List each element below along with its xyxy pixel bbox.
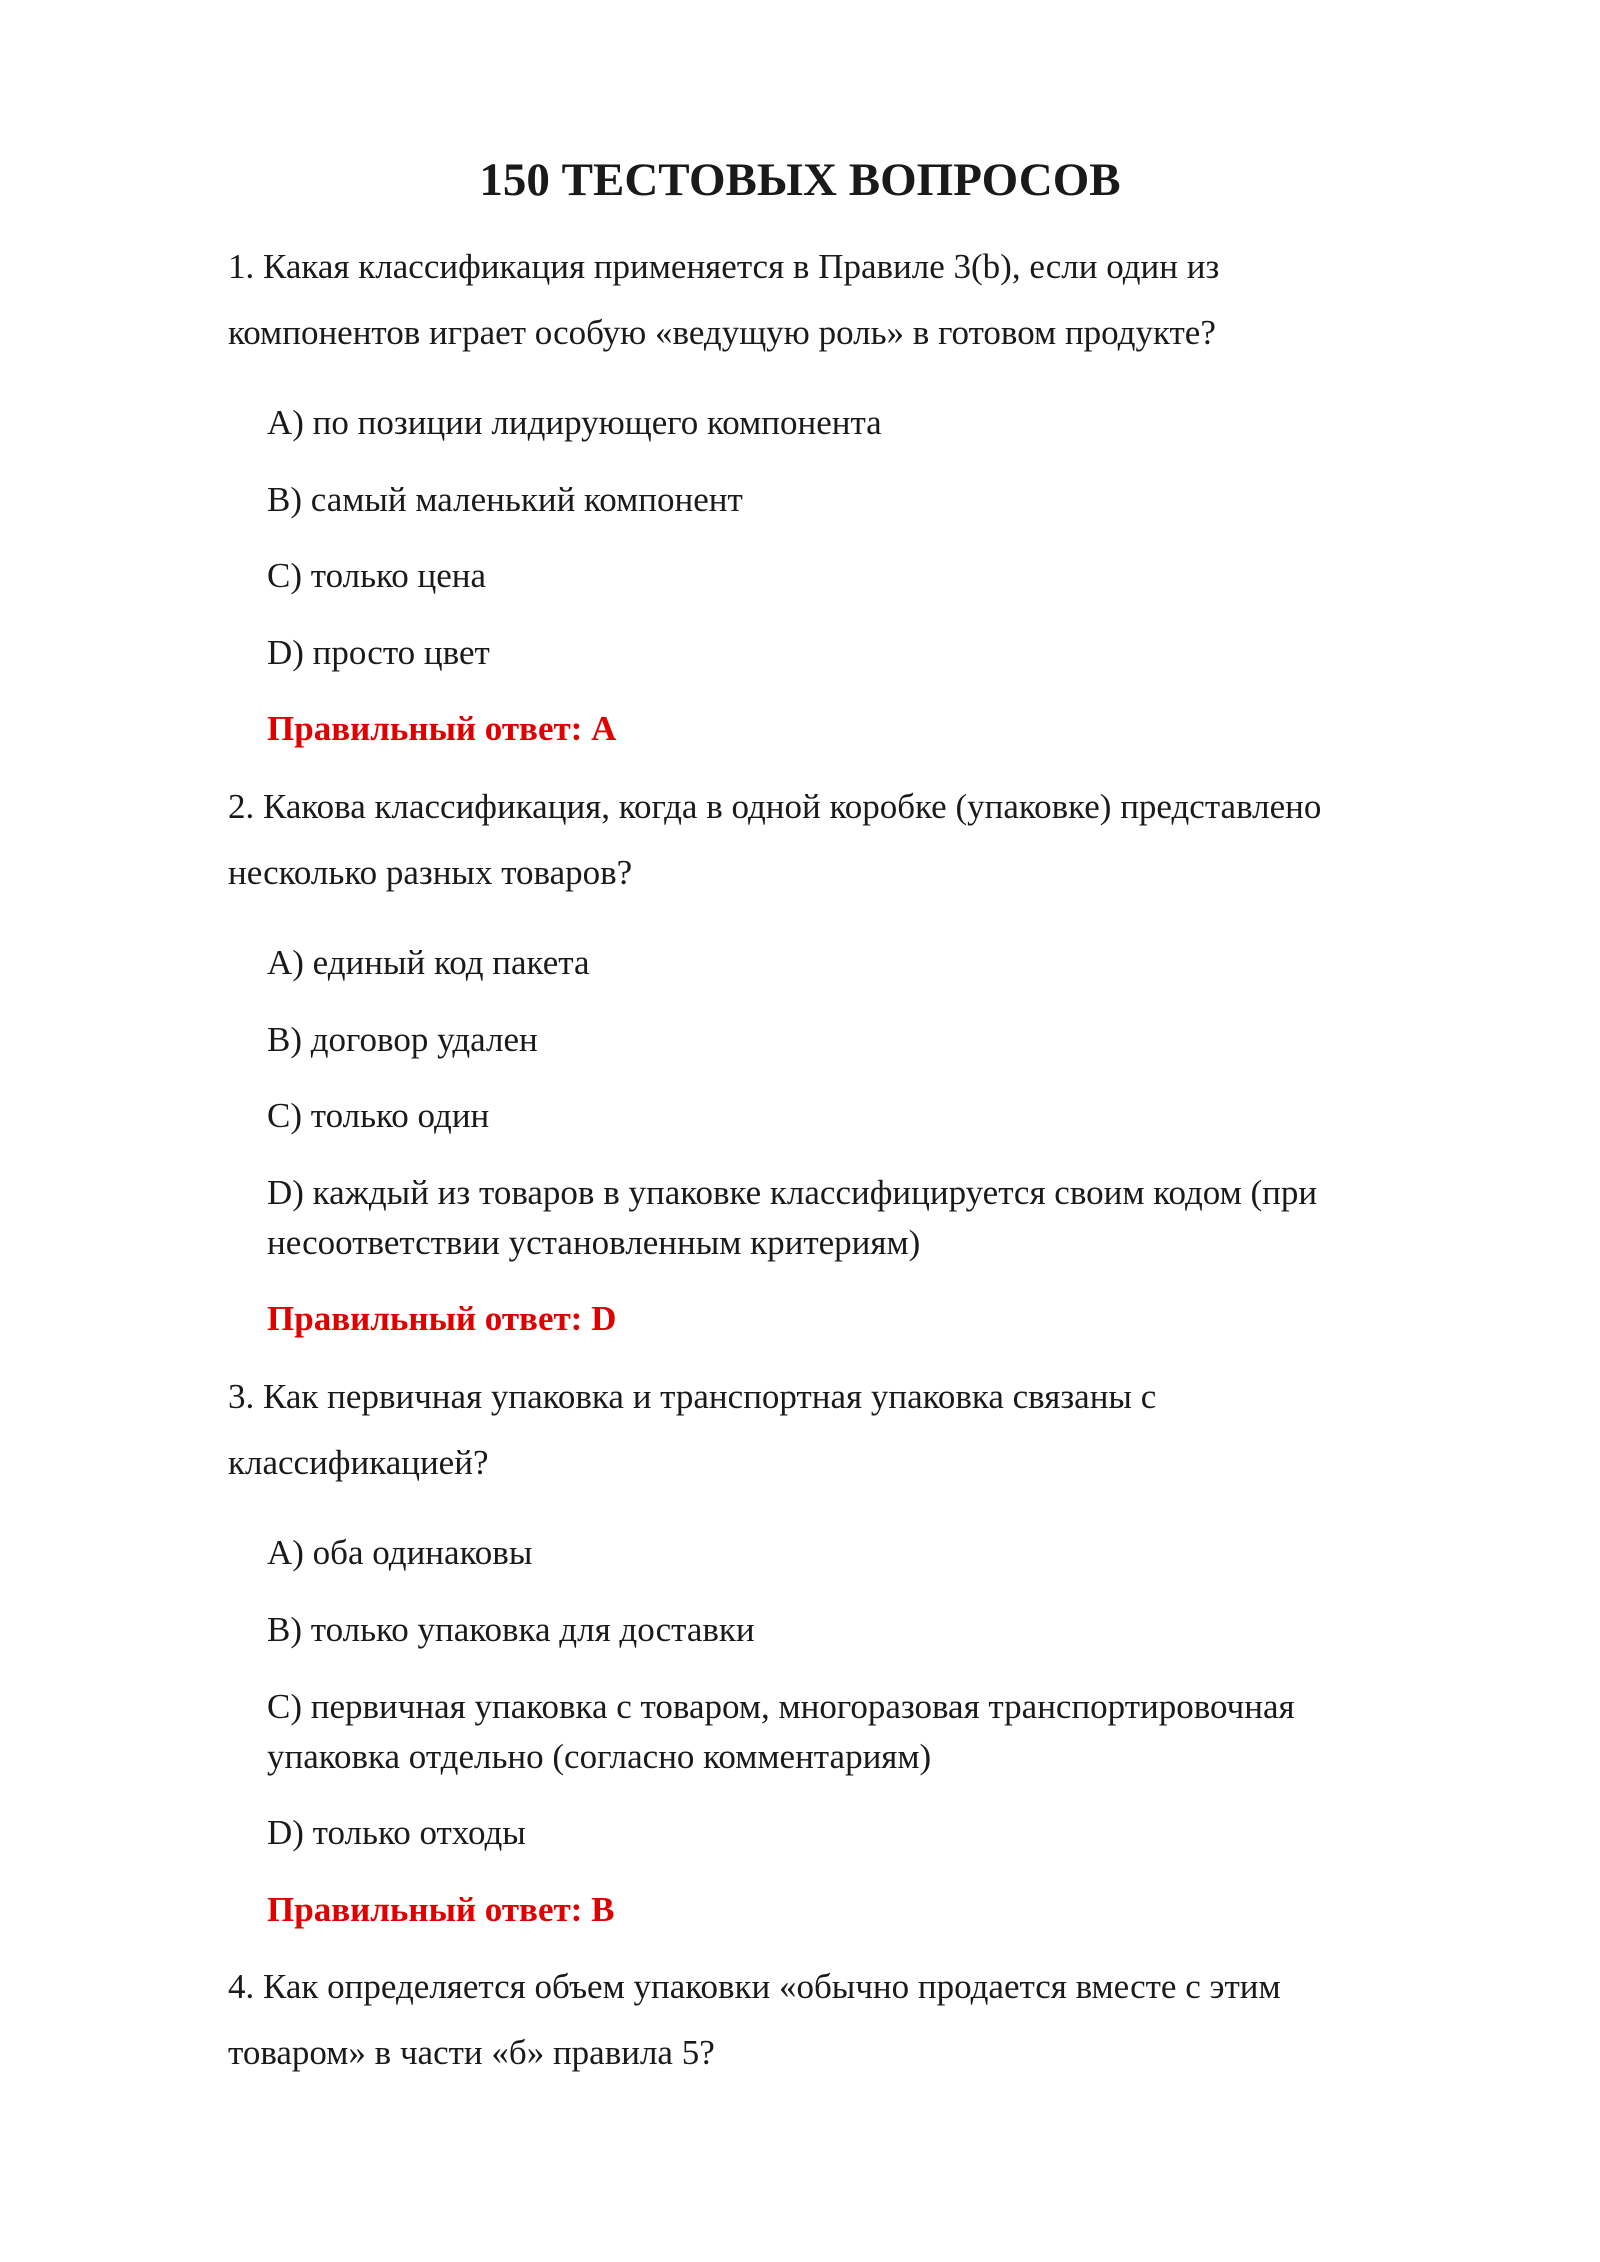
question-2-answer: Правильный ответ: D	[267, 1299, 617, 1338]
question-line: товаром» в части «б» правила 5?	[228, 2033, 715, 2072]
question-line: 4. Как определяется объем упаковки «обычно продается вместе с этим	[228, 1967, 1281, 2006]
option-line: упаковка отдельно (согласно комментариям)	[267, 1737, 932, 1776]
question-line: 1. Какая классификация применяется в Правиле 3(b), если один из	[228, 247, 1220, 286]
option-line: B) самый маленький компонент	[267, 480, 743, 519]
question-2-text	[228, 774, 1321, 906]
option-line: A) оба одинаковы	[267, 1533, 533, 1572]
option-line: C) только один	[267, 1096, 490, 1135]
option-line: A) единый код пакета	[267, 943, 590, 982]
question-3-option-d	[267, 1808, 526, 1858]
question-3-answer: Правильный ответ: B	[267, 1890, 615, 1929]
question-1-text	[228, 234, 1219, 366]
question-3-option-b	[267, 1605, 755, 1655]
question-2-option-a	[267, 938, 590, 988]
question-2-option-d	[267, 1168, 1317, 1268]
option-line: B) договор удален	[267, 1020, 538, 1059]
question-line: компонентов играет особую «ведущую роль» в готовом продукте?	[228, 313, 1216, 352]
question-1-option-c	[267, 551, 486, 601]
option-line: D) просто цвет	[267, 633, 490, 672]
question-1-option-d	[267, 628, 490, 678]
question-4-text	[228, 1954, 1281, 2086]
option-line: несоответствии установленным критериям)	[267, 1223, 921, 1262]
question-line: 3. Как первичная упаковка и транспортная упаковка связаны с	[228, 1377, 1157, 1416]
question-1-answer: Правильный ответ: A	[267, 709, 617, 748]
question-2-option-b	[267, 1015, 538, 1065]
option-line: C) первичная упаковка с товаром, многоразовая транспортировочная	[267, 1687, 1295, 1726]
option-line: C) только цена	[267, 556, 487, 595]
question-line: 2. Какова классификация, когда в одной коробке (упаковке) представлено	[228, 787, 1322, 826]
question-3-option-c	[267, 1682, 1295, 1782]
option-line: B) только упаковка для доставки	[267, 1610, 755, 1649]
option-line: D) каждый из товаров в упаковке классифицируется своим кодом (при	[267, 1173, 1318, 1212]
option-line: D) только отходы	[267, 1813, 526, 1852]
page-title: 150 ТЕСТОВЫХ ВОПРОСОВ	[479, 154, 1121, 206]
question-line: несколько разных товаров?	[228, 853, 633, 892]
question-line: классификацией?	[228, 1443, 489, 1482]
question-1-option-b	[267, 475, 743, 525]
question-1-option-a	[267, 398, 882, 448]
option-line: A) по позиции лидирующего компонента	[267, 403, 882, 442]
question-3-text	[228, 1364, 1156, 1496]
question-2-option-c	[267, 1091, 489, 1141]
question-3-option-a	[267, 1528, 532, 1578]
